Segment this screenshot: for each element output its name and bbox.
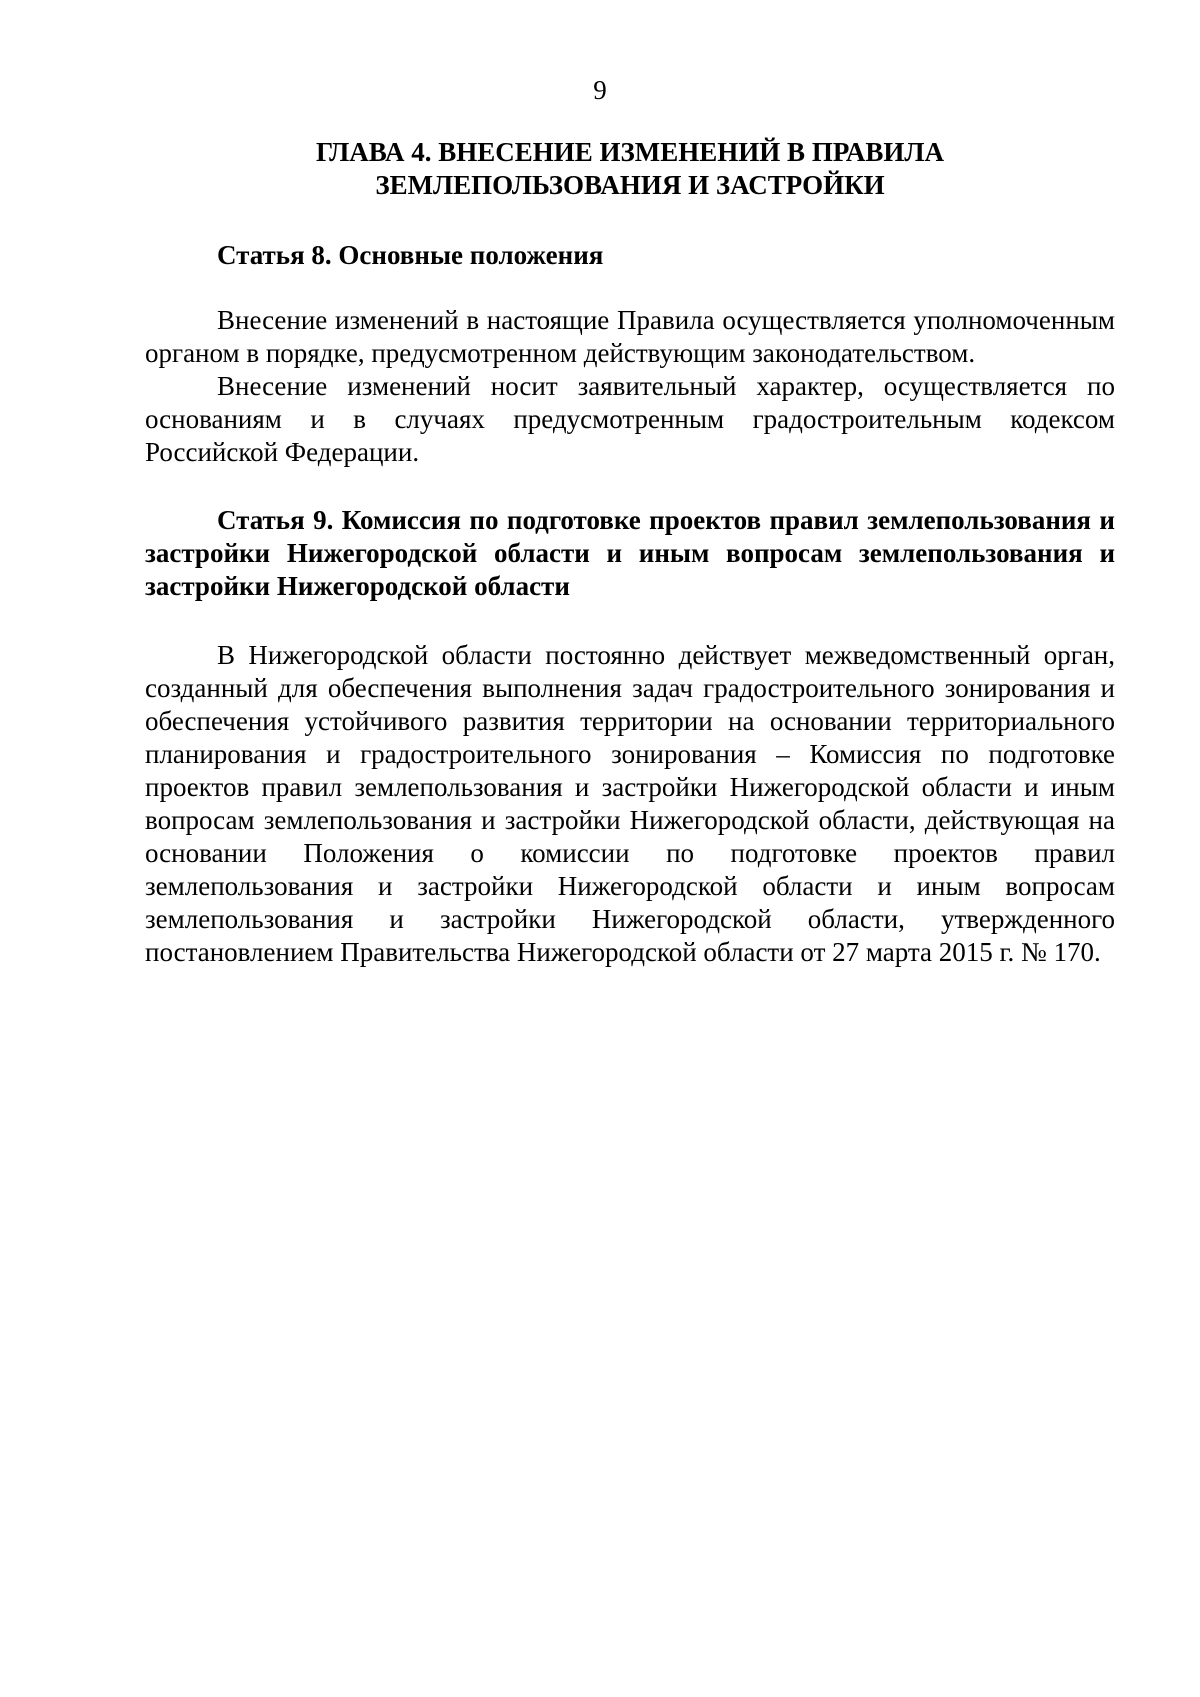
article-8-paragraph-1: Внесение изменений в настоящие Правила осуществляется уполномоченным органом в порядке, предусмотренном действующим законодательством.	[145, 305, 1115, 368]
chapter-title-line-1: ГЛАВА 4. ВНЕСЕНИЕ ИЗМЕНЕНИЙ В ПРАВИЛА	[315, 137, 944, 167]
chapter-title-line-2: ЗЕМЛЕПОЛЬЗОВАНИЯ И ЗАСТРОЙКИ	[375, 170, 885, 200]
article-9-paragraph-1: В Нижегородской области постоянно действует межведомственный орган, созданный для обеспечения выполнения задач градостроительного зонирования и обеспечения устойчивого развития территории на основании территориального планирования и градостроительного зонирования – Комиссия по подготовке проектов правил землепользования и застройки Нижегородской области и иным вопросам землепользования и застройки Нижегородской области, действующая на основании Положения о комиссии по подготовке проектов правил землепользования и застройки Нижегородской области и иным вопросам землепользования и застройки Нижегородской области, утвержденного постановлением Правительства Нижегородской области от 27 марта 2015 г. № 170.	[145, 640, 1115, 967]
page-number: 9	[593, 75, 607, 105]
chapter-title	[145, 136, 1115, 202]
page-content	[145, 136, 1115, 969]
article-8-paragraph-2: Внесение изменений носит заявительный характер, осуществляется по основаниям и в случаях предусмотренным градостроительным кодексом Российской Федерации.	[145, 371, 1115, 467]
article-9-heading: Статья 9. Комиссия по подготовке проектов правил землепользования и застройки Нижегородской области и иным вопросам землепользования и застройки Нижегородской области	[145, 505, 1115, 601]
article-8-heading: Статья 8. Основные положения	[217, 240, 604, 270]
